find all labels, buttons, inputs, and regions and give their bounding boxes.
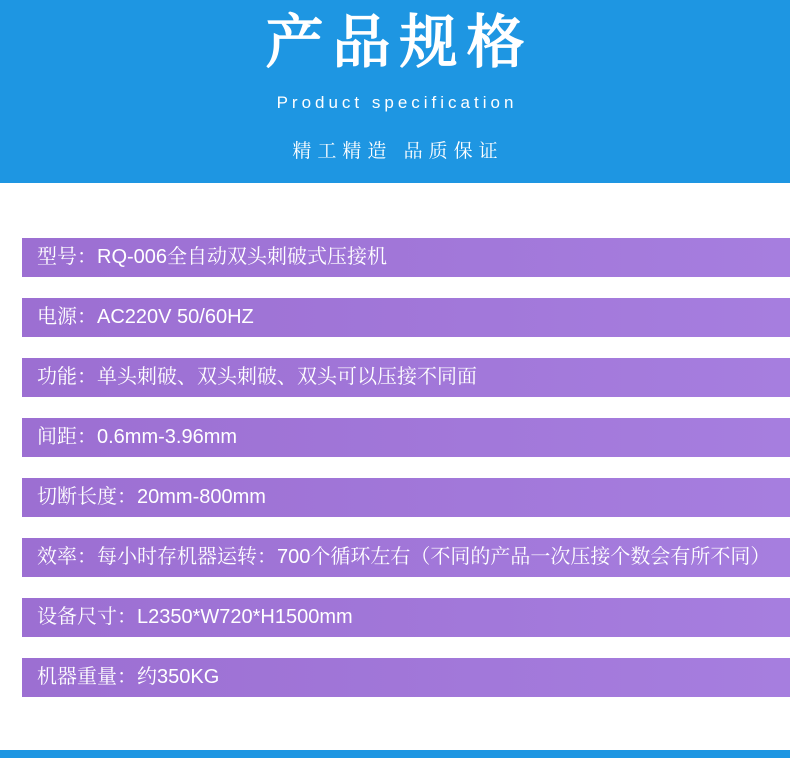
spec-row-power: 电源：AC220V 50/60HZ (22, 298, 790, 337)
spec-row-model: 型号：RQ-006全自动双头刺破式压接机 (22, 238, 790, 277)
page-title: 产品规格 (265, 10, 534, 75)
spec-row-efficiency: 效率：每小时存机器运转：700个循环左右（不同的产品一次压接个数会有所不同） (22, 538, 790, 577)
page-subtitle-english: Product specification (276, 92, 518, 112)
spec-row-pitch: 间距：0.6mm-3.96mm (22, 418, 790, 457)
spec-row-weight: 机器重量：约350KG (22, 658, 790, 697)
spec-row-dimensions: 设备尺寸：L2350*W720*H1500mm (22, 598, 790, 637)
footer-accent-bar (0, 750, 790, 758)
spec-row-function: 功能：单头刺破、双头刺破、双头可以压接不同面 (22, 358, 790, 397)
spec-list (0, 183, 790, 697)
header-banner (0, 0, 790, 183)
spec-row-cut-length: 切断长度：20mm-800mm (22, 478, 790, 517)
page-subtitle-chinese: 精工精造 品质保证 (292, 140, 504, 162)
